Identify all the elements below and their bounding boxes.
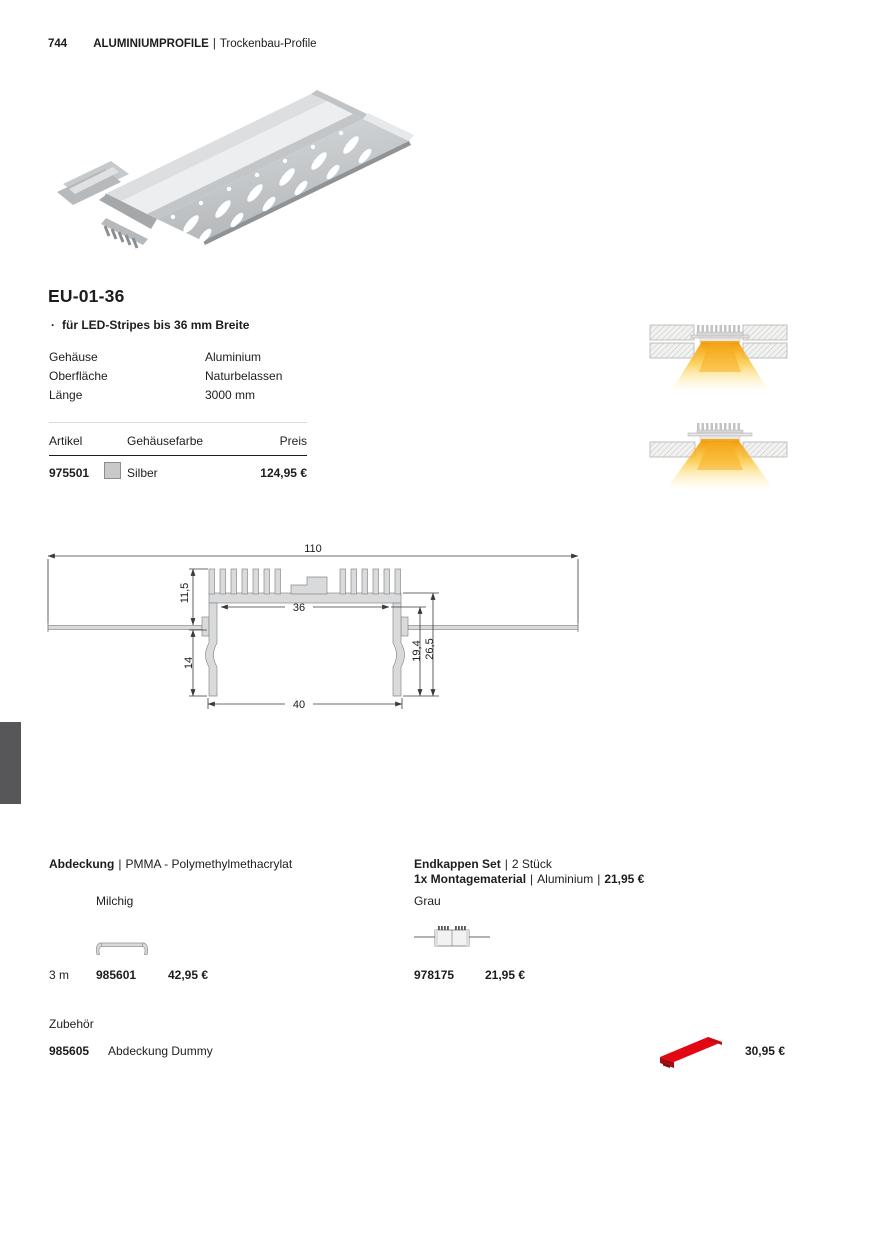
section-title: ALUMINIUMPROFILE xyxy=(93,38,209,50)
spec-label: Länge xyxy=(49,388,83,402)
product-photo xyxy=(55,88,420,253)
article-table xyxy=(49,422,307,490)
separator: | xyxy=(597,872,601,887)
montagematerial-material: Aluminium xyxy=(537,872,594,887)
dim-depth-inner: 19,4 xyxy=(411,640,423,662)
product-title: EU-01-36 xyxy=(48,286,125,306)
montagematerial-price: 21,95 € xyxy=(604,872,645,887)
article-table-header xyxy=(49,423,307,456)
header-separator: | xyxy=(212,38,216,50)
zubehoer-name: Abdeckung Dummy xyxy=(108,1044,213,1058)
dim-inner-width: 36 xyxy=(292,602,306,614)
separator: | xyxy=(530,872,534,887)
spec-row xyxy=(49,388,349,402)
col-gehaeusefarbe: Gehäusefarbe xyxy=(127,434,204,448)
page-header xyxy=(48,38,317,50)
product-feature xyxy=(51,318,249,332)
dim-bottom-width: 40 xyxy=(292,699,306,711)
spec-label: Oberfläche xyxy=(49,369,108,383)
endkappen-line2 xyxy=(414,872,644,887)
feature-text: für LED-Stripes bis 36 mm Breite xyxy=(62,318,250,332)
zubehoer-article: 985605 xyxy=(49,1044,90,1058)
cover-profile-drawing xyxy=(93,936,151,958)
abdeckung-title: Abdeckung xyxy=(49,857,115,871)
abdeckung-heading xyxy=(49,857,292,871)
dim-lower-height: 14 xyxy=(183,656,195,670)
spec-row xyxy=(49,350,349,364)
article-number: 975501 xyxy=(49,466,90,480)
col-preis: Preis xyxy=(279,434,307,448)
endkappen-line1 xyxy=(414,857,644,872)
page-number: 744 xyxy=(48,38,68,50)
endkappen-article: 978175 xyxy=(414,968,455,982)
spec-label: Gehäuse xyxy=(49,350,98,364)
abdeckung-material: PMMA - Polymethylmethacrylat xyxy=(125,857,293,871)
abdeckung-price: 42,95 € xyxy=(168,968,209,982)
subsection-title: Trockenbau-Profile xyxy=(219,38,317,50)
bullet-dot: · xyxy=(51,318,55,332)
price: 124,95 € xyxy=(260,466,307,480)
endkappen-heading xyxy=(414,857,644,888)
separator: | xyxy=(118,857,122,871)
color-name: Silber xyxy=(127,466,158,480)
abdeckung-article: 985601 xyxy=(96,968,137,982)
endcap-drawing xyxy=(412,920,492,952)
montagematerial-label: 1x Montagematerial xyxy=(414,872,527,887)
table-row xyxy=(49,456,307,490)
spec-value: 3000 mm xyxy=(205,388,256,402)
technical-drawing xyxy=(45,543,585,718)
dim-depth-outer: 26,5 xyxy=(424,638,436,660)
endkappen-price: 21,95 € xyxy=(485,968,526,982)
spec-row xyxy=(49,369,349,383)
spec-value: Aluminium xyxy=(205,350,262,364)
col-artikel: Artikel xyxy=(49,434,83,448)
page-edge-tab xyxy=(0,722,21,804)
abdeckung-length: 3 m xyxy=(49,968,70,982)
installation-diagram-double-board xyxy=(645,322,795,394)
spec-value: Naturbelassen xyxy=(205,369,283,383)
dim-total-width: 110 xyxy=(304,543,322,555)
zubehoer-title: Zubehör xyxy=(49,1017,94,1031)
separator: | xyxy=(504,857,508,871)
abdeckung-variant: Milchig xyxy=(96,894,134,908)
zubehoer-price: 30,95 € xyxy=(744,1044,785,1058)
color-swatch xyxy=(104,462,121,479)
endkappen-qty: 2 Stück xyxy=(511,857,552,871)
dim-fin-height: 11,5 xyxy=(179,582,191,604)
endkappen-title: Endkappen Set xyxy=(414,857,501,871)
installation-diagram-single-board xyxy=(645,418,795,493)
endkappen-variant: Grau xyxy=(414,894,441,908)
dummy-profile-image xyxy=(656,1032,726,1068)
